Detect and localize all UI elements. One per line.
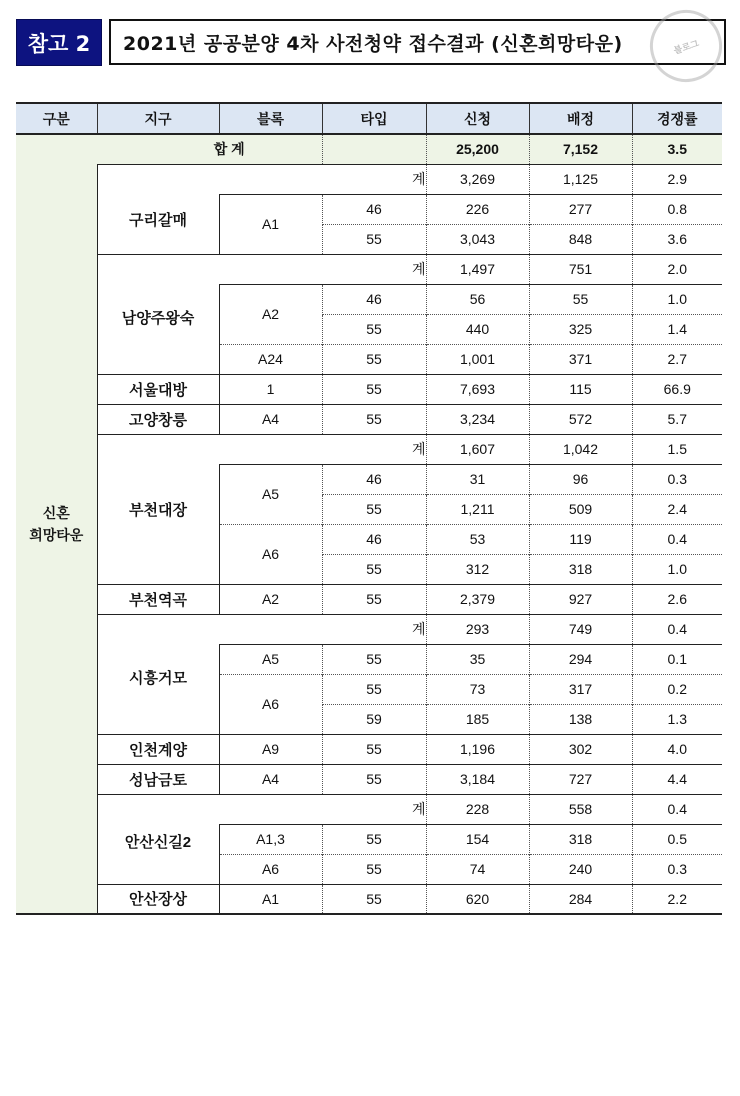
table-row: A5 55 35 294 0.1: [16, 644, 722, 674]
page-title: 2021년 공공분양 4차 사전청약 접수결과 (신혼희망타운): [109, 19, 726, 65]
table-row: A1 46 226 277 0.8: [16, 194, 722, 224]
category-cell: 신혼 희망타운: [16, 134, 97, 914]
district-name: 성남금토: [97, 764, 219, 794]
watermark-stamp-icon: 블로그: [641, 1, 732, 92]
table-row: 59 185 138 1.3: [16, 704, 722, 734]
header-district: 지구: [97, 103, 219, 134]
table-row: A24 55 1,001 371 2.7: [16, 344, 722, 374]
table-row: A1,3 55 154 318 0.5: [16, 824, 722, 854]
header-category: 구분: [16, 103, 97, 134]
table-row: 서울대방 1 55 7,693 115 66.9: [16, 374, 722, 404]
header-ratio: 경쟁률: [632, 103, 722, 134]
table-row: 55 3,043 848 3.6: [16, 224, 722, 254]
table-row: 인천계양 A9 55 1,196 302 4.0: [16, 734, 722, 764]
district-name: 서울대방: [97, 374, 219, 404]
table-row: 고양창릉 A4 55 3,234 572 5.7: [16, 404, 722, 434]
table-row: A6 55 73 317 0.2: [16, 674, 722, 704]
total-label: 합 계: [97, 134, 322, 164]
title-bar: [16, 19, 728, 67]
results-table: [16, 102, 722, 915]
table-row: 부천역곡 A2 55 2,379 927 2.6: [16, 584, 722, 614]
table-row: 55 312 318 1.0: [16, 554, 722, 584]
table-row: 55 1,211 509 2.4: [16, 494, 722, 524]
table-row: 55 440 325 1.4: [16, 314, 722, 344]
table-row: 안산장상 A1 55 620 284 2.2: [16, 884, 722, 914]
table-row: 부천대장 계 1,607 1,042 1.5: [16, 434, 722, 464]
table-row: A6 46 53 119 0.4: [16, 524, 722, 554]
header-assigned: 배정: [529, 103, 632, 134]
district-name: 시흥거모: [97, 614, 219, 734]
header-block: 블록: [219, 103, 322, 134]
table-row: 남양주왕숙 계 1,497 751 2.0: [16, 254, 722, 284]
total-row: 신혼 희망타운 합 계 25,200 7,152 3.5: [16, 134, 722, 164]
district-name: 부천역곡: [97, 584, 219, 614]
header-type: 타입: [322, 103, 426, 134]
table-row: A5 46 31 96 0.3: [16, 464, 722, 494]
district-name: 인천계양: [97, 734, 219, 764]
header-applied: 신청: [426, 103, 529, 134]
district-name: 남양주왕숙: [97, 254, 219, 374]
district-name: 부천대장: [97, 434, 219, 584]
table-row: 성남금토 A4 55 3,184 727 4.4: [16, 764, 722, 794]
table-row: 구리갈매 계 3,269 1,125 2.9: [16, 164, 722, 194]
district-name: 안산장상: [97, 884, 219, 914]
reference-badge: 참고 2: [16, 19, 102, 66]
table-row: 시흥거모 계 293 749 0.4: [16, 614, 722, 644]
table-row: 안산신길2 계 228 558 0.4: [16, 794, 722, 824]
table-row: A6 55 74 240 0.3: [16, 854, 722, 884]
table-header-row: [16, 103, 722, 134]
table-row: A2 46 56 55 1.0: [16, 284, 722, 314]
district-name: 안산신길2: [97, 794, 219, 884]
district-name: 고양창릉: [97, 404, 219, 434]
district-name: 구리갈매: [97, 164, 219, 254]
